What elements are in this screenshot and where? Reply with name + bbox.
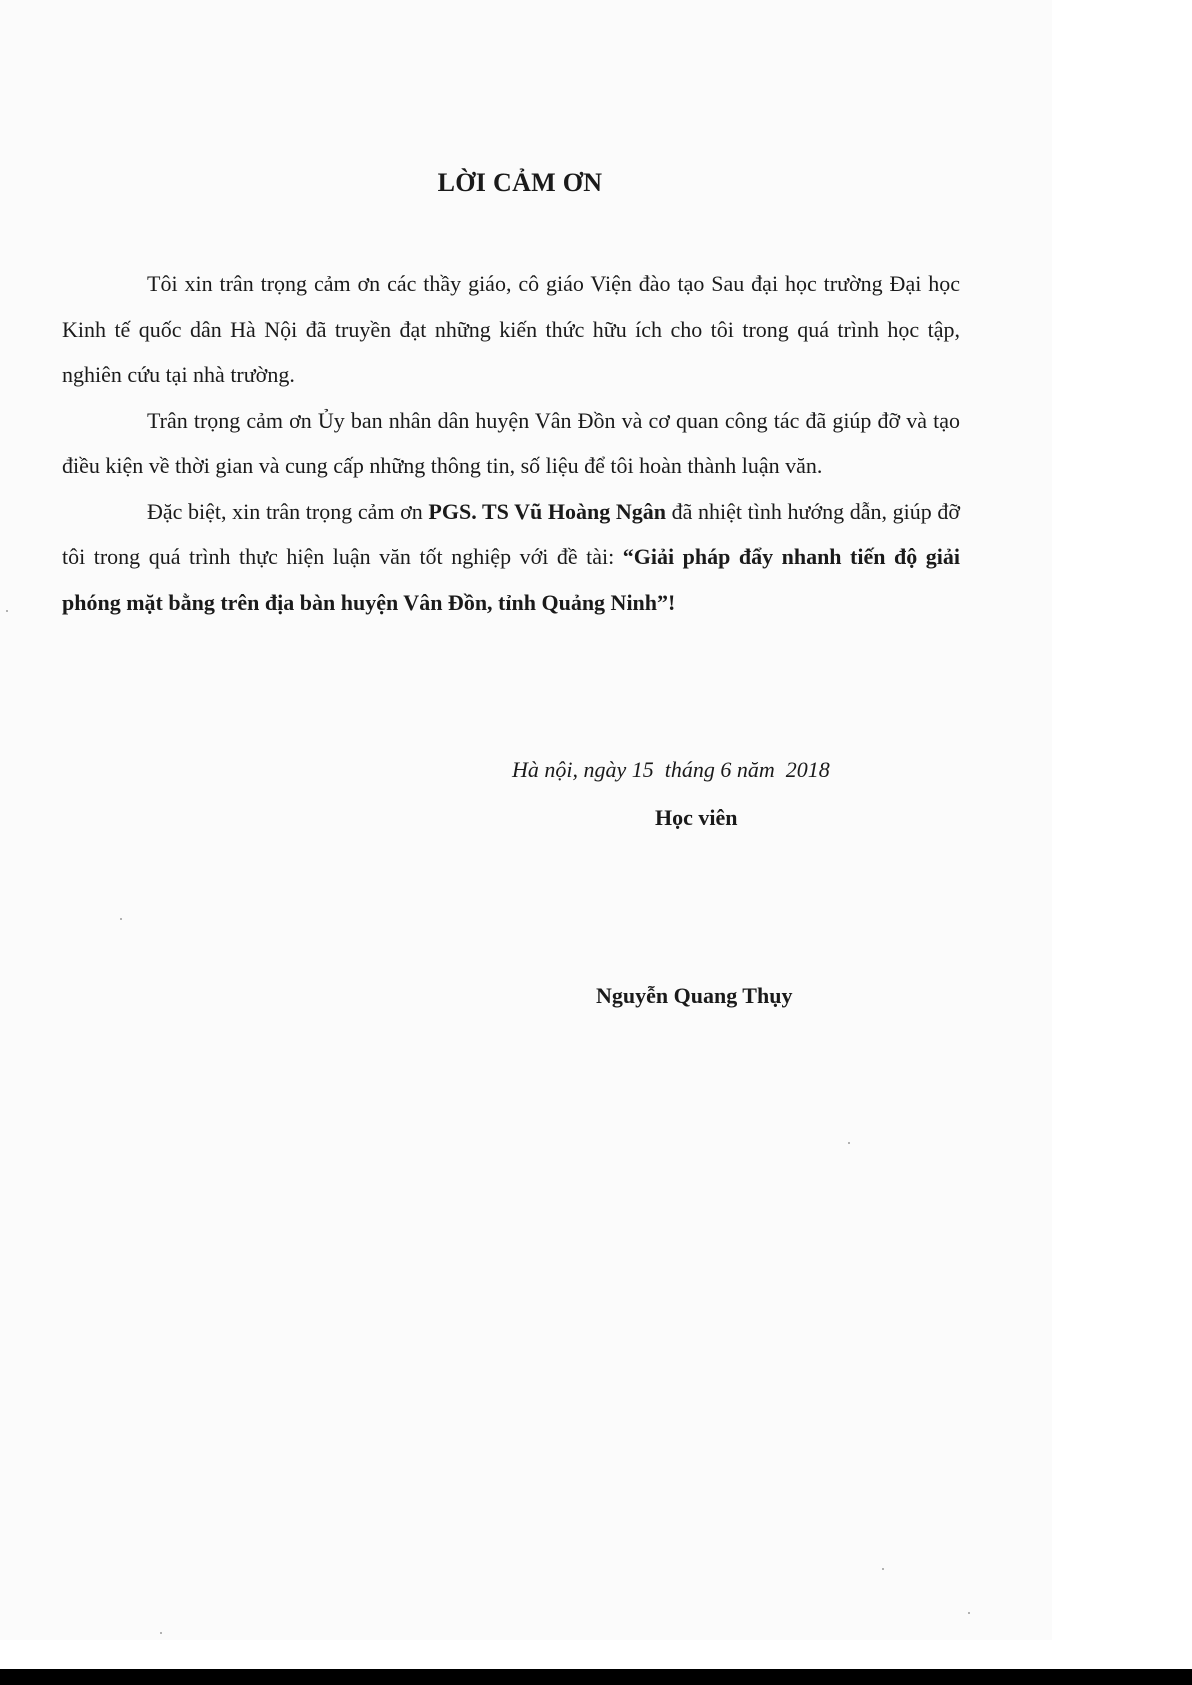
scan-speck [120, 918, 122, 920]
paragraph-advisor-intro: Đặc biệt, xin trân trọng cảm ơn [147, 498, 429, 524]
signer-name: Nguyễn Quang Thụy [596, 983, 793, 1008]
paragraph-committee: Trân trọng cảm ơn Ủy ban nhân dân huyện Vân Đồn và cơ quan công tác đã giúp đỡ và tạo điều kiện về thời gian và cung cấp những thông tin, số liệu để tôi hoàn thành luận văn. [62, 407, 960, 478]
paragraph-advisor-middle: đã nhiệt tình hướng dẫn, giúp đỡ tôi trong quá trình thực hiện luận văn tốt nghiệp với đề tài: [62, 498, 961, 569]
scan-bottom-edge [0, 1669, 1192, 1685]
role-label: Học viên [655, 805, 738, 830]
scan-speck [6, 610, 8, 612]
scan-speck [848, 1142, 850, 1144]
advisor-name: PGS. TS Vũ Hoàng Ngân [428, 498, 666, 524]
scan-speck [160, 1632, 162, 1634]
acknowledgement-body [62, 261, 960, 625]
date-line: Hà nội, ngày 15 tháng 6 năm 2018 [512, 757, 830, 782]
paragraph-advisor [62, 489, 960, 626]
scan-speck [968, 1612, 970, 1614]
scan-speck [882, 1568, 884, 1570]
page-title: LỜI CẢM ƠN [437, 168, 603, 197]
paragraph-teachers: Tôi xin trân trọng cảm ơn các thầy giáo, cô giáo Viện đào tạo Sau đại học trường Đại học Kinh tế quốc dân Hà Nội đã truyền đạt những kiến thức hữu ích cho tôi trong quá trình học tập, nghiên cứu tại nhà trường. [62, 271, 960, 387]
thesis-title: “Giải pháp đẩy nhanh tiến độ giải phóng mặt bằng trên địa bàn huyện Vân Đồn, tỉnh Quảng Ninh”! [62, 544, 960, 615]
